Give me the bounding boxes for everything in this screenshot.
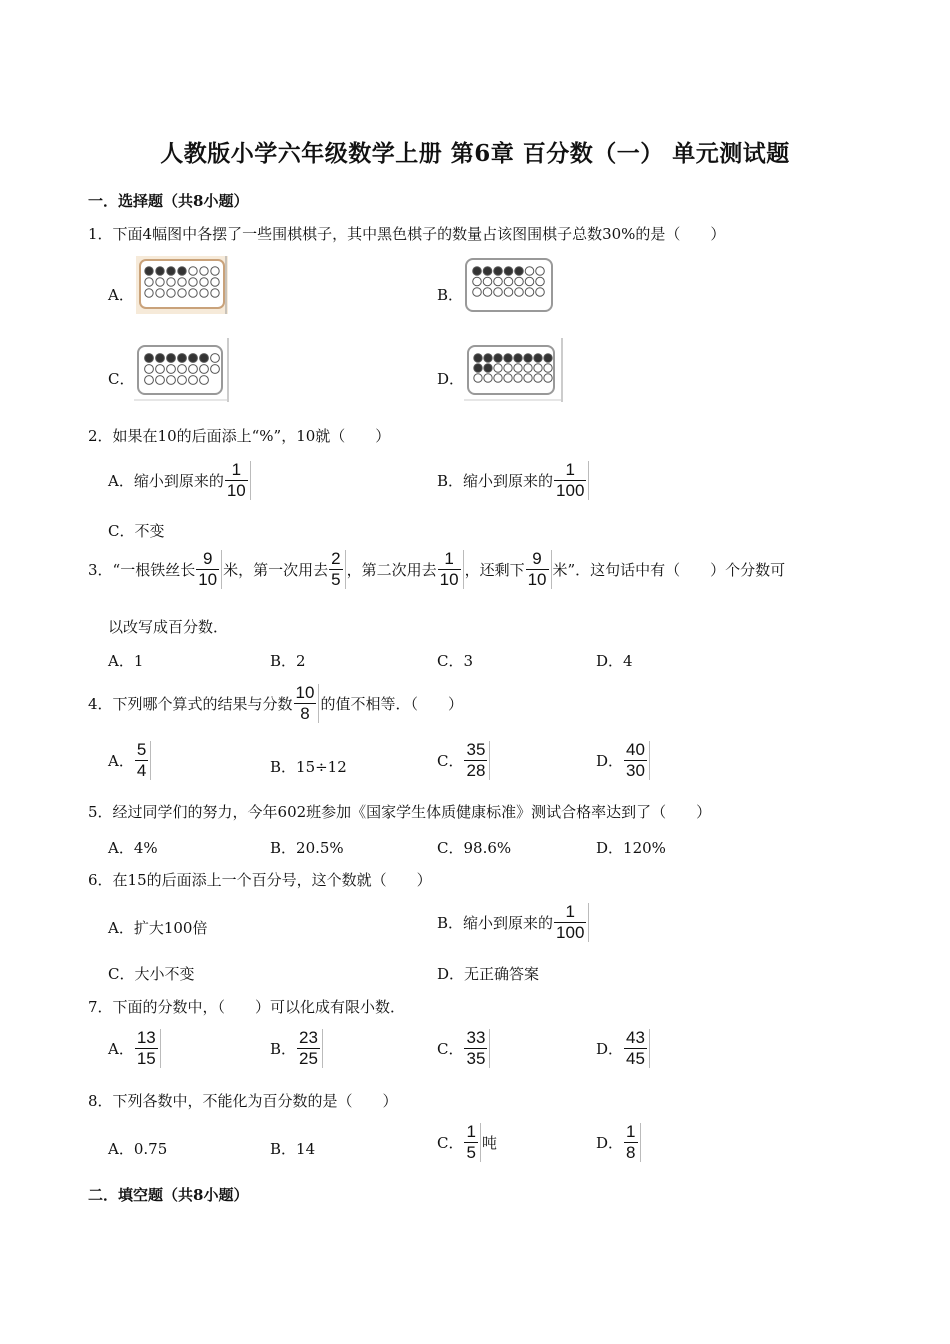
black-stone bbox=[494, 267, 503, 276]
white-stone bbox=[167, 365, 176, 374]
white-stone bbox=[211, 267, 219, 275]
q5-option-a: A．4% bbox=[108, 839, 158, 857]
q1-option-c-board bbox=[134, 338, 230, 402]
black-stone bbox=[200, 354, 209, 363]
q6-option-a: A．扩大100倍 bbox=[108, 919, 208, 937]
q8-option-a: A．0.75 bbox=[108, 1140, 168, 1158]
fraction: $\frac{33}{35}$ bbox=[464, 1029, 490, 1068]
q6-option-d: D．无正确答案 bbox=[437, 965, 540, 983]
black-stone bbox=[484, 364, 492, 372]
fraction: $\frac{40}{30}$ bbox=[624, 741, 650, 780]
white-stone bbox=[189, 278, 197, 286]
white-stone bbox=[145, 365, 154, 374]
white-stone bbox=[544, 364, 552, 372]
white-stone bbox=[534, 374, 542, 382]
q1-option-a-board bbox=[136, 256, 228, 314]
white-stone bbox=[167, 278, 175, 286]
fraction: $\frac{2}{5}$ bbox=[329, 550, 345, 589]
black-stone bbox=[474, 364, 482, 372]
q2-option-a-text: A．缩小到原来的 bbox=[108, 472, 224, 490]
question-3-line-2: 以改写成百分数． bbox=[108, 618, 229, 636]
fraction: $\frac{13}{15}$ bbox=[135, 1029, 161, 1068]
white-stone bbox=[200, 289, 208, 297]
white-stone bbox=[536, 288, 545, 297]
q2-option-a bbox=[108, 461, 252, 500]
white-stone bbox=[167, 376, 176, 385]
black-stone bbox=[145, 267, 153, 275]
black-stone bbox=[156, 354, 165, 363]
white-stone bbox=[211, 354, 220, 363]
white-stone bbox=[211, 365, 220, 374]
q5-option-c: C．98.6% bbox=[437, 839, 512, 857]
q1-option-a-label: A． bbox=[108, 286, 134, 304]
white-stone bbox=[200, 278, 208, 286]
white-stone bbox=[474, 374, 482, 382]
white-stone bbox=[189, 289, 197, 297]
black-stone bbox=[514, 354, 522, 362]
white-stone bbox=[156, 365, 165, 374]
question-4: 4．下列哪个算式的结果与分数 $\frac{10}{8}$ 的值不相等．（ ） bbox=[88, 683, 463, 723]
question-3: 3．“一根铁丝长 $\frac{9}{10}$ 米，第一次用去 $\frac{2}{5}$ ，第二次用去 $\frac{1}{10}$ ，还剩下 $\frac{9}{10}$ 米”．这句话中有（ ）个分数可 bbox=[88, 549, 786, 589]
fraction: $\frac{9}{10}$ bbox=[526, 550, 552, 589]
white-stone bbox=[189, 365, 198, 374]
black-stone bbox=[544, 354, 552, 362]
white-stone bbox=[211, 278, 219, 286]
black-stone bbox=[534, 354, 542, 362]
white-stone bbox=[200, 267, 208, 275]
question-8: 8．下列各数中，不能化为百分数的是（ ） bbox=[88, 1092, 398, 1110]
white-stone bbox=[514, 364, 522, 372]
black-stone bbox=[484, 354, 492, 362]
black-stone bbox=[494, 354, 502, 362]
white-stone bbox=[494, 277, 503, 286]
white-stone bbox=[544, 374, 552, 382]
black-stone bbox=[515, 267, 524, 276]
white-stone bbox=[536, 267, 545, 276]
white-stone bbox=[514, 374, 522, 382]
q7-option-b: B． $\frac{23}{25}$ bbox=[270, 1029, 324, 1068]
q3-option-b: B．2 bbox=[270, 652, 306, 670]
q2-option-b-text: B．缩小到原来的 bbox=[437, 472, 554, 490]
q1-option-b-board bbox=[464, 257, 554, 313]
question-2: 2．如果在10的后面添上“%”，10就（ ） bbox=[88, 427, 391, 445]
q7-option-a: A． $\frac{13}{15}$ bbox=[108, 1029, 162, 1068]
black-stone bbox=[167, 267, 175, 275]
white-stone bbox=[494, 288, 503, 297]
white-stone bbox=[483, 277, 492, 286]
q6-option-c: C．大小不变 bbox=[108, 965, 195, 983]
black-stone bbox=[473, 267, 482, 276]
white-stone bbox=[200, 376, 209, 385]
white-stone bbox=[536, 277, 545, 286]
black-stone bbox=[189, 354, 198, 363]
fraction: $\frac{10}{8}$ bbox=[294, 684, 320, 723]
white-stone bbox=[156, 278, 164, 286]
black-stone bbox=[145, 354, 154, 363]
q5-option-b: B．20.5% bbox=[270, 839, 344, 857]
white-stone bbox=[504, 374, 512, 382]
black-stone bbox=[178, 354, 187, 363]
white-stone bbox=[178, 278, 186, 286]
question-1: 1．下面4幅图中各摆了一些围棋棋子，其中黑色棋子的数量占该图围棋子总数30%的是（ ） bbox=[88, 225, 726, 243]
white-stone bbox=[178, 289, 186, 297]
q8-option-b: B．14 bbox=[270, 1140, 316, 1158]
question-6: 6．在15的后面添上一个百分号，这个数就（ ） bbox=[88, 871, 432, 889]
question-7: 7．下面的分数中，（ ）可以化成有限小数． bbox=[88, 998, 406, 1016]
black-stone bbox=[178, 267, 186, 275]
q8-option-d: D． $\frac{1}{8}$ bbox=[596, 1123, 642, 1162]
white-stone bbox=[525, 267, 534, 276]
page-title: 人教版小学六年级数学上册 第6章 百分数（一） 单元测试题 bbox=[160, 140, 790, 167]
white-stone bbox=[524, 374, 532, 382]
q2-option-b bbox=[437, 461, 590, 500]
q4-option-b: B．15÷12 bbox=[270, 758, 347, 776]
white-stone bbox=[483, 288, 492, 297]
white-stone bbox=[145, 278, 153, 286]
white-stone bbox=[494, 374, 502, 382]
white-stone bbox=[145, 376, 154, 385]
white-stone bbox=[189, 267, 197, 275]
white-stone bbox=[534, 364, 542, 372]
q7-option-c: C． $\frac{33}{35}$ bbox=[437, 1029, 491, 1068]
white-stone bbox=[156, 289, 164, 297]
q5-option-d: D．120% bbox=[596, 839, 666, 857]
white-stone bbox=[525, 277, 534, 286]
q3-option-c: C．3 bbox=[437, 652, 474, 670]
fraction: $\frac{1}{100}$ bbox=[554, 461, 589, 500]
q1-option-d-board bbox=[464, 338, 564, 402]
fraction: $\frac{5}{4}$ bbox=[135, 741, 151, 780]
q3-option-d: D．4 bbox=[596, 652, 633, 670]
white-stone bbox=[504, 277, 513, 286]
white-stone bbox=[515, 288, 524, 297]
white-stone bbox=[156, 376, 165, 385]
white-stone bbox=[494, 364, 502, 372]
white-stone bbox=[524, 364, 532, 372]
fraction: $\frac{1}{10}$ bbox=[438, 550, 464, 589]
stones bbox=[145, 267, 219, 297]
q4-option-c: C． $\frac{35}{28}$ bbox=[437, 741, 491, 780]
q8-option-c: C． $\frac{1}{5}$ 吨 bbox=[437, 1122, 497, 1162]
section-heading-choice: 一．选择题（共8小题） bbox=[88, 192, 249, 210]
black-stone bbox=[504, 267, 513, 276]
white-stone bbox=[504, 364, 512, 372]
q6-option-b: B．缩小到原来的 $\frac{1}{100}$ bbox=[437, 903, 590, 942]
white-stone bbox=[484, 374, 492, 382]
section-heading-fill-in: 二．填空题（共8小题） bbox=[88, 1186, 249, 1204]
white-stone bbox=[525, 288, 534, 297]
black-stone bbox=[167, 354, 176, 363]
fraction: $\frac{1}{10}$ bbox=[225, 461, 251, 500]
white-stone bbox=[504, 288, 513, 297]
fraction: $\frac{43}{45}$ bbox=[624, 1029, 650, 1068]
black-stone bbox=[156, 267, 164, 275]
q1-option-d-label: D． bbox=[437, 370, 465, 388]
fraction: $\frac{35}{28}$ bbox=[464, 741, 490, 780]
white-stone bbox=[211, 289, 219, 297]
black-stone bbox=[504, 354, 512, 362]
white-stone bbox=[178, 376, 187, 385]
white-stone bbox=[189, 376, 198, 385]
q1-option-c-label: C． bbox=[108, 370, 135, 388]
white-stone bbox=[473, 288, 482, 297]
q4-option-d: D． $\frac{40}{30}$ bbox=[596, 741, 651, 780]
black-stone bbox=[483, 267, 492, 276]
black-stone bbox=[524, 354, 532, 362]
fraction: $\frac{23}{25}$ bbox=[297, 1029, 323, 1068]
question-5: 5．经过同学们的努力，今年602班参加《国家学生体质健康标准》测试合格率达到了（ ） bbox=[88, 803, 712, 821]
white-stone bbox=[515, 277, 524, 286]
white-stone bbox=[145, 289, 153, 297]
fraction: $\frac{9}{10}$ bbox=[196, 550, 222, 589]
fraction: $\frac{1}{8}$ bbox=[624, 1123, 640, 1162]
fraction: $\frac{1}{5}$ bbox=[464, 1123, 480, 1162]
q3-option-a: A．1 bbox=[108, 652, 144, 670]
q7-option-d: D． $\frac{43}{45}$ bbox=[596, 1029, 651, 1068]
white-stone bbox=[178, 365, 187, 374]
q4-option-a: A． $\frac{5}{4}$ bbox=[108, 741, 152, 780]
white-stone bbox=[200, 365, 209, 374]
white-stone bbox=[167, 289, 175, 297]
white-stone bbox=[473, 277, 482, 286]
q1-option-b-label: B． bbox=[437, 286, 464, 304]
fraction: $\frac{1}{100}$ bbox=[554, 903, 589, 942]
black-stone bbox=[474, 354, 482, 362]
q2-option-c: C．不变 bbox=[108, 522, 165, 540]
